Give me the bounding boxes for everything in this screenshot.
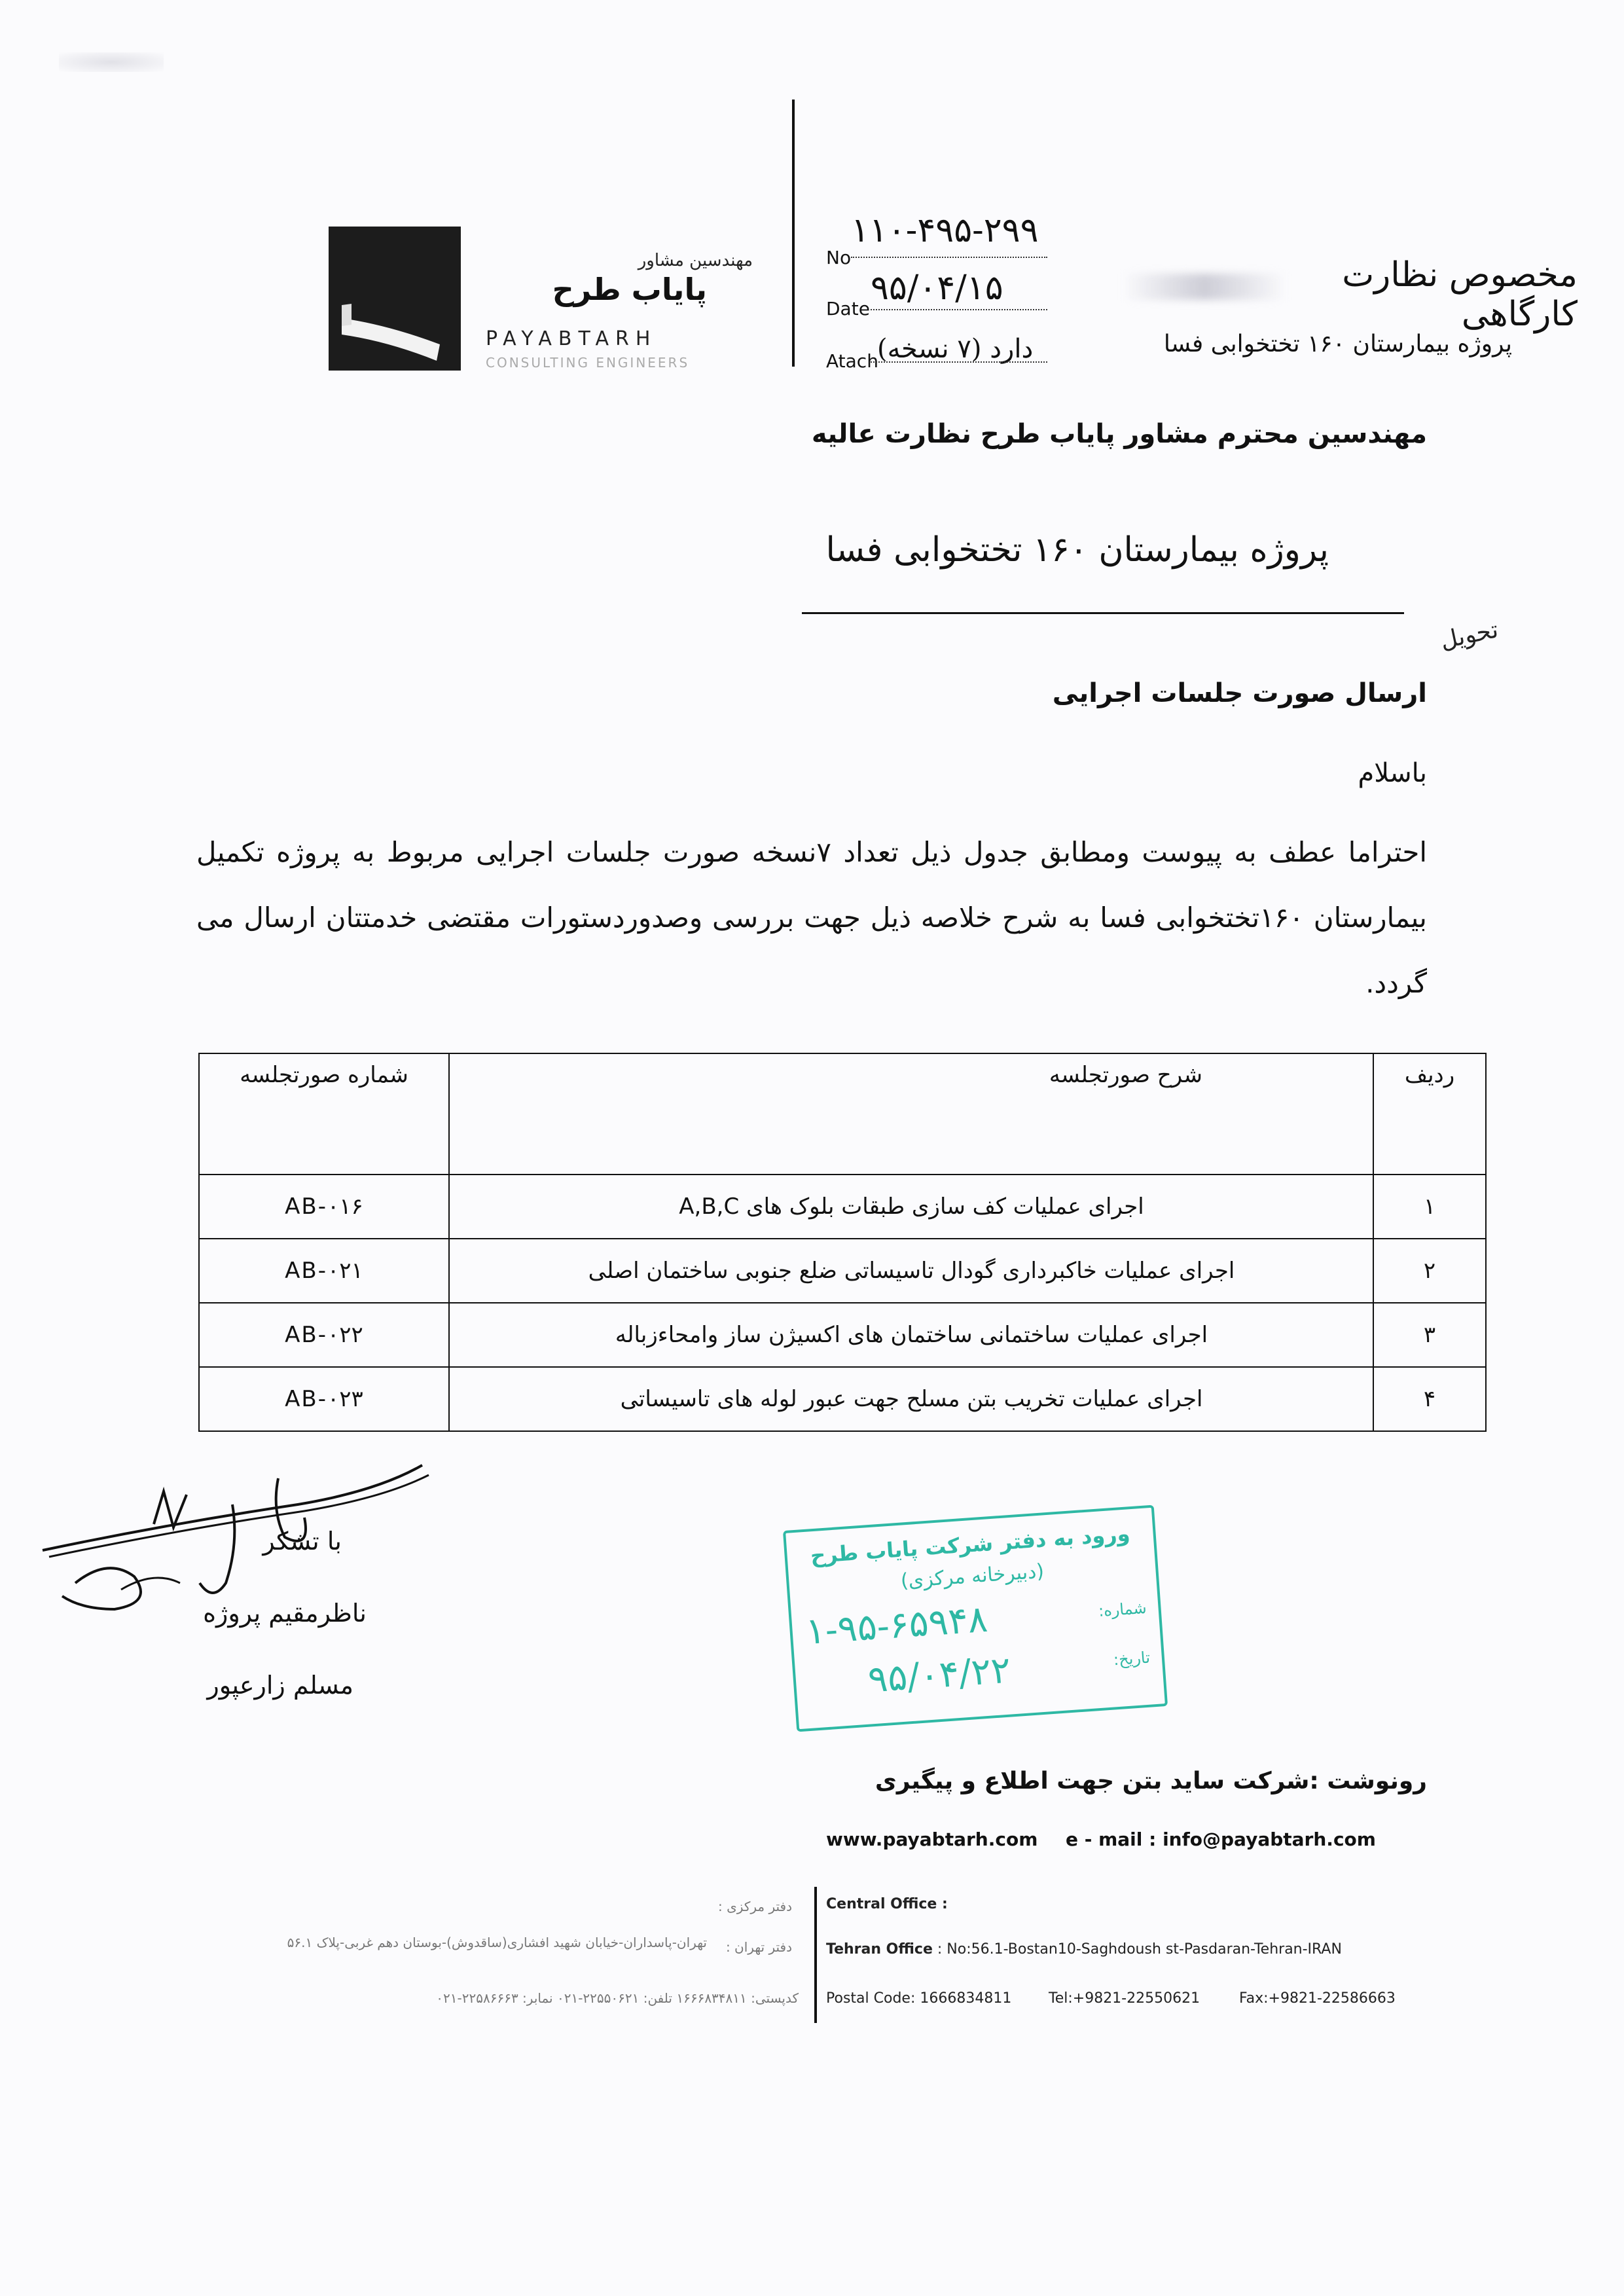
logo-company-fa: پایاب طرح bbox=[552, 272, 707, 307]
footer-fax: Fax:+9821-22586663 bbox=[1239, 1990, 1396, 2007]
stamp-title: ورود به دفتر شرکت پایاب طرح bbox=[809, 1521, 1131, 1569]
footer-tel: Tel:+9821-22550621 bbox=[1049, 1990, 1200, 2007]
body-paragraph: احتراما عطف به پیوست ومطابق جدول ذیل تعداد ۷نسخه صورت جلسات اجرایی مربوط به پروژه تکمیل بیمارستان ۱۶۰تختخوابی فسا به شرح خلاصه ذیل جهت بررسی وصدوردستورات مقتضی خدمتتان ارسال می گردد. bbox=[196, 836, 1428, 999]
stamp-date-label: تاریخ: bbox=[1113, 1648, 1151, 1669]
minutes-table bbox=[198, 1053, 1487, 1432]
title-underline bbox=[802, 612, 1404, 614]
closing-thanks: با تشکر bbox=[262, 1527, 342, 1556]
payabtarh-logo-mark bbox=[329, 227, 461, 371]
row-description: اجرای عملیات کف سازی طبقات بلوک های A,B,C bbox=[449, 1175, 1373, 1239]
table-row bbox=[199, 1239, 1486, 1303]
header-divider bbox=[792, 100, 795, 367]
attach-dotted-line bbox=[871, 361, 1047, 363]
subject: ارسال صورت جلسات اجرایی bbox=[1052, 678, 1427, 708]
row-minutes-number: AB-۰۲۲ bbox=[199, 1303, 449, 1367]
attach-value: دارد (۷ نسخه) bbox=[877, 334, 1034, 364]
footer-tehran-office-fa: دفتر تهران : bbox=[725, 1939, 792, 1955]
copy-note: رونوشت :شرکت ساید بتن جهت اطلاع و پیگیری bbox=[875, 1768, 1427, 1795]
footer-address-fa: تهران-پاسداران-خیابان شهید افشاری(ساقدوش)-بوستان دهم غربی-پلاک ۵۶.۱ bbox=[287, 1935, 707, 1950]
table-row bbox=[199, 1303, 1486, 1367]
letter-number: ۱۱۰-۴۹۵-۲۹۹ bbox=[851, 211, 1039, 250]
email-link[interactable]: e - mail : info@payabtarh.com bbox=[1066, 1829, 1376, 1850]
table-row bbox=[199, 1367, 1486, 1431]
row-number: ۴ bbox=[1373, 1367, 1486, 1431]
special-label: مخصوص نظارت کارگاهی bbox=[1342, 255, 1578, 334]
footer-central-office-fa: دفتر مرکزی : bbox=[718, 1899, 792, 1914]
date-dotted-line bbox=[871, 309, 1047, 310]
signer-name: مسلم زارعپور bbox=[207, 1671, 353, 1700]
footer-contact-fa: کدپستی: ۱۶۶۶۸۳۴۸۱۱ تلفن: ۲۲۵۵۰۶۲۱-۰۲۱ نمابر: ۲۲۵۸۶۶۶۳-۰۲۱ bbox=[436, 1990, 799, 2006]
header-minutes-number: شماره صورتجلسه bbox=[199, 1053, 449, 1175]
margin-note: تحویل bbox=[1437, 616, 1501, 655]
stamp-number: ۱-۹۵-۶۵۹۴۸ bbox=[804, 1597, 989, 1654]
table-header-row bbox=[199, 1053, 1486, 1175]
footer-divider bbox=[814, 1887, 817, 2023]
row-minutes-number: AB-۰۱۶ bbox=[199, 1175, 449, 1239]
footer-tehran-label: Tehran Office bbox=[826, 1941, 933, 1958]
table-row bbox=[199, 1175, 1486, 1239]
signer-role: ناظرمقیم پروژه bbox=[203, 1599, 367, 1628]
greeting: باسلام bbox=[1358, 758, 1427, 788]
row-number: ۲ bbox=[1373, 1239, 1486, 1303]
footer-tehran-address: : No:56.1-Bostan10-Saghdoush st-Pasdaran-Tehran-IRAN bbox=[937, 1941, 1342, 1958]
row-description: اجرای عملیات ساختمانی ساختمان های اکسیژن ساز وامحاءزباله bbox=[449, 1303, 1373, 1367]
stamp-subtitle: (دبیرخانه مرکزی) bbox=[899, 1559, 1045, 1593]
footer-postal-code: Postal Code: 1666834811 bbox=[826, 1990, 1012, 2007]
footer-tehran-office-en bbox=[826, 1941, 1342, 1958]
attach-label: Atach bbox=[826, 350, 878, 372]
row-description: اجرای عملیات خاکبرداری گودال تاسیساتی ضلع جنوبی ساختمان اصلی bbox=[449, 1239, 1373, 1303]
row-minutes-number: AB-۰۲۳ bbox=[199, 1367, 449, 1431]
row-description: اجرای عملیات تخریب بتن مسلح جهت عبور لوله های تاسیساتی bbox=[449, 1367, 1373, 1431]
website-link[interactable]: www.payabtarh.com bbox=[826, 1829, 1038, 1850]
received-stamp bbox=[783, 1505, 1168, 1732]
row-number: ۱ bbox=[1373, 1175, 1486, 1239]
logo-subtitle-en: CONSULTING ENGINEERS bbox=[486, 355, 690, 371]
letter-date: ۹۵/۰۴/۱۵ bbox=[871, 268, 1003, 308]
date-label: Date bbox=[826, 298, 870, 319]
no-dotted-line bbox=[851, 257, 1047, 258]
scan-smudge bbox=[59, 52, 164, 72]
stamp-number-label: شماره: bbox=[1098, 1598, 1147, 1620]
addressee: مهندسین محترم مشاور پایاب طرح نظارت عالیه bbox=[811, 419, 1427, 449]
row-number: ۳ bbox=[1373, 1303, 1486, 1367]
stamp-date: ۹۵/۰۴/۲۲ bbox=[866, 1649, 1013, 1702]
header-description: شرح صورتجلسه bbox=[449, 1053, 1373, 1175]
logo-caption: مهندسین مشاور bbox=[638, 251, 753, 270]
row-minutes-number: AB-۰۲۱ bbox=[199, 1239, 449, 1303]
header-project: پروژه بیمارستان ۱۶۰ تختخوابی فسا bbox=[1163, 331, 1512, 357]
project-title: پروژه بیمارستان ۱۶۰ تختخوابی فسا bbox=[825, 530, 1329, 570]
header-row-number: ردیف bbox=[1373, 1053, 1486, 1175]
logo-company-en: PAYABTARH bbox=[486, 327, 657, 350]
footer-central-office-en: Central Office : bbox=[826, 1896, 948, 1912]
no-label: No bbox=[826, 247, 852, 268]
